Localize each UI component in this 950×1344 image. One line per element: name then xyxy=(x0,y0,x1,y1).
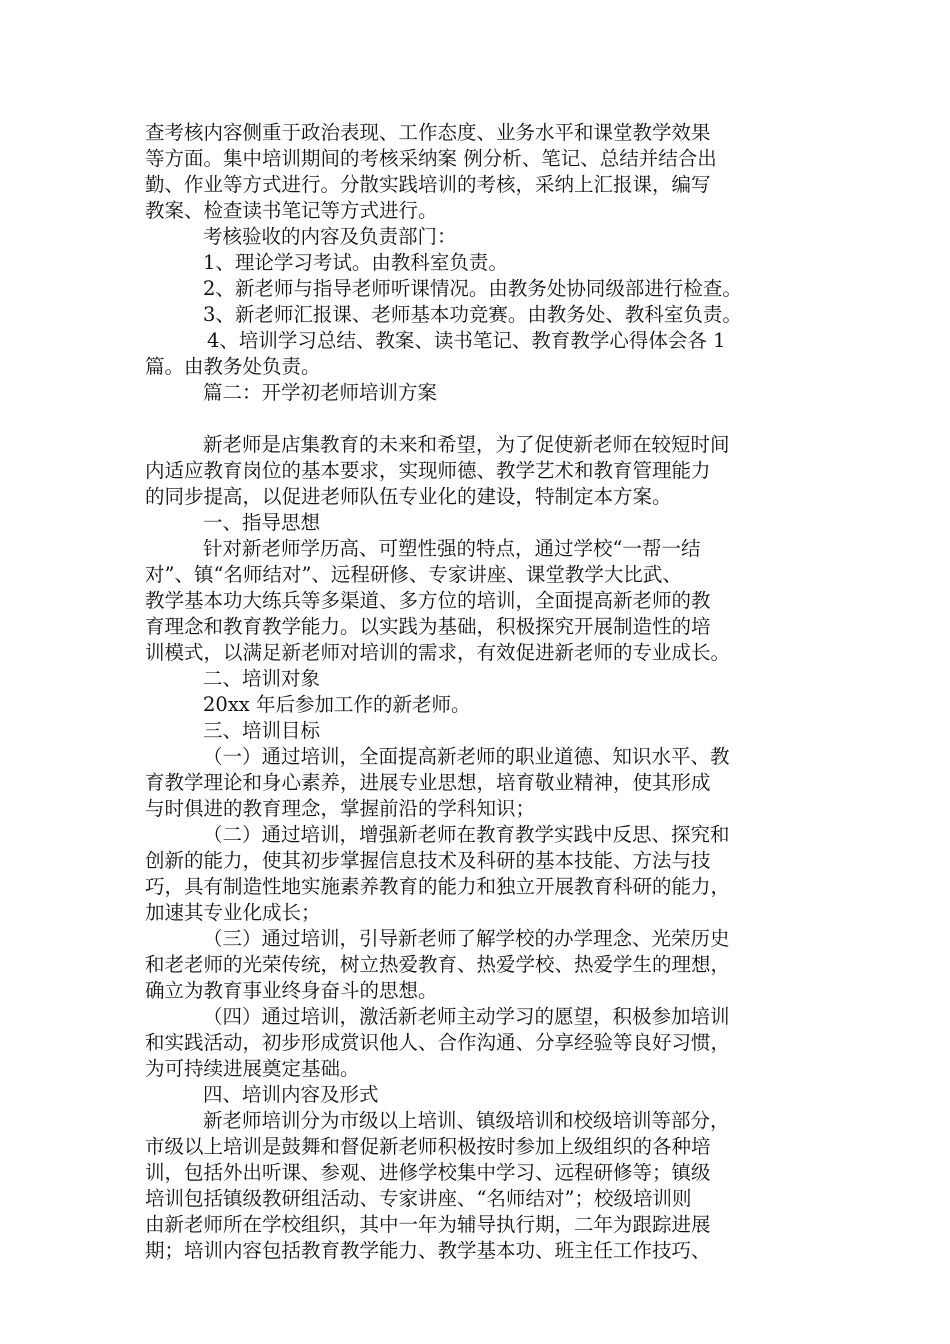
text-line: 等方面。集中培训期间的考核采纳案 例分析、笔记、总结并结合出 xyxy=(145,147,717,170)
text-line: 巧，具有制造性地实施素养教育的能力和独立开展教育科研的能力， xyxy=(145,875,731,898)
text-line: 培训包括镇级教研组活动、专家讲座、“名师结对”；校级培训则 xyxy=(145,1187,692,1210)
list-item: （二）通过培训，增强新老师在教育教学实践中反思、探究和 xyxy=(203,823,730,846)
list-item: 1、理论学习考试。由教科室负责。 xyxy=(203,251,508,274)
text-line: 篇。由教务处负责。 xyxy=(145,355,321,378)
text-line: 训模式，以满足新老师对培训的需求，有效促进新老师的专业成长。 xyxy=(145,641,731,664)
text-line: 新老师培训分为市级以上培训、镇级培训和校级培训等部分， xyxy=(203,1109,730,1132)
text-line: 教学基本功大练兵等多渠道、多方位的培训，全面提高新老师的教 xyxy=(145,589,711,612)
text-line: 为可持续进展奠定基础。 xyxy=(145,1057,360,1080)
text-line: 新老师是店集教育的未来和希望，为了促使新老师在较短时间 xyxy=(203,433,730,456)
list-item: （三）通过培训，引导新老师了解学校的办学理念、光荣历史 xyxy=(203,927,730,950)
text-line: 由新老师所在学校组织，其中一年为辅导执行期，二年为跟踪进展 xyxy=(145,1213,711,1236)
section-heading: 一、指导思想 xyxy=(203,511,321,534)
text-line: 勤、作业等方式进行。分散实践培训的考核，采纳上汇报课，编写 xyxy=(145,173,711,196)
list-item: （四）通过培训，激活新老师主动学习的愿望，积极参加培训 xyxy=(203,1005,730,1028)
text-line: 查考核内容侧重于政治表现、工作态度、业务水平和课堂教学效果 xyxy=(145,121,711,144)
section-heading: 三、培训目标 xyxy=(203,719,321,742)
list-item: 3、新老师汇报课、老师基本功竞赛。由教务处、教科室负责。 xyxy=(203,303,742,326)
text-line: 训，包括外出听课、参观、进修学校集中学习、远程研修等；镇级 xyxy=(145,1161,711,1184)
list-item: （一）通过培训，全面提高新老师的职业道德、知识水平、教 xyxy=(203,745,730,768)
text-line: 确立为教育事业终身奋斗的思想。 xyxy=(145,979,438,1002)
document-body xyxy=(145,120,815,1264)
section-heading: 二、培训对象 xyxy=(203,667,321,690)
text-line: 内适应教育岗位的基本要求，实现师德、教学艺术和教育管理能力 xyxy=(145,459,711,482)
text-line: 市级以上培训是鼓舞和督促新老师积极按时参加上级组织的各种培 xyxy=(145,1135,711,1158)
blank-line xyxy=(145,406,815,432)
text-line: 针对新老师学历高、可塑性强的特点，通过学校“一帮一结 xyxy=(203,537,701,560)
text-line: 创新的能力，使其初步掌握信息技术及科研的基本技能、方法与技 xyxy=(145,849,711,872)
text-line: 加速其专业化成长； xyxy=(145,901,321,924)
text-line: 与时俱进的教育理念，掌握前沿的学科知识； xyxy=(145,797,536,820)
text-line: 和老老师的光荣传统，树立热爱教育、热爱学校、热爱学生的理想， xyxy=(145,953,731,976)
list-item: 4、培训学习总结、教案、读书笔记、教育教学心得体会各 1 xyxy=(207,329,726,352)
text-line: 对”、镇“名师结对”、远程研修、专家讲座、课堂教学大比武、 xyxy=(145,563,682,586)
document-subtitle: 篇二：开学初老师培训方案 xyxy=(203,381,438,404)
list-item: 2、新老师与指导老师听课情况。由教务处协同级部进行检查。 xyxy=(203,277,742,300)
text-line: 的同步提高，以促进老师队伍专业化的建设，特制定本方案。 xyxy=(145,485,672,508)
text-line: 期；培训内容包括教育教学能力、教学基本功、班主任工作技巧、 xyxy=(145,1239,711,1262)
section-heading: 四、培训内容及形式 xyxy=(203,1083,379,1106)
text-line: 教案、检查读书笔记等方式进行。 xyxy=(145,199,438,222)
text-line: 20xx 年后参加工作的新老师。 xyxy=(203,693,471,716)
section-heading: 考核验收的内容及负责部门： xyxy=(203,225,457,248)
text-line: 和实践活动，初步形成赏识他人、合作沟通、分享经验等良好习惯， xyxy=(145,1031,731,1054)
text-line: 育教学理论和身心素养，进展专业思想，培育敬业精神，使其形成 xyxy=(145,771,711,794)
text-line: 育理念和教育教学能力。以实践为基础，积极探究开展制造性的培 xyxy=(145,615,711,638)
